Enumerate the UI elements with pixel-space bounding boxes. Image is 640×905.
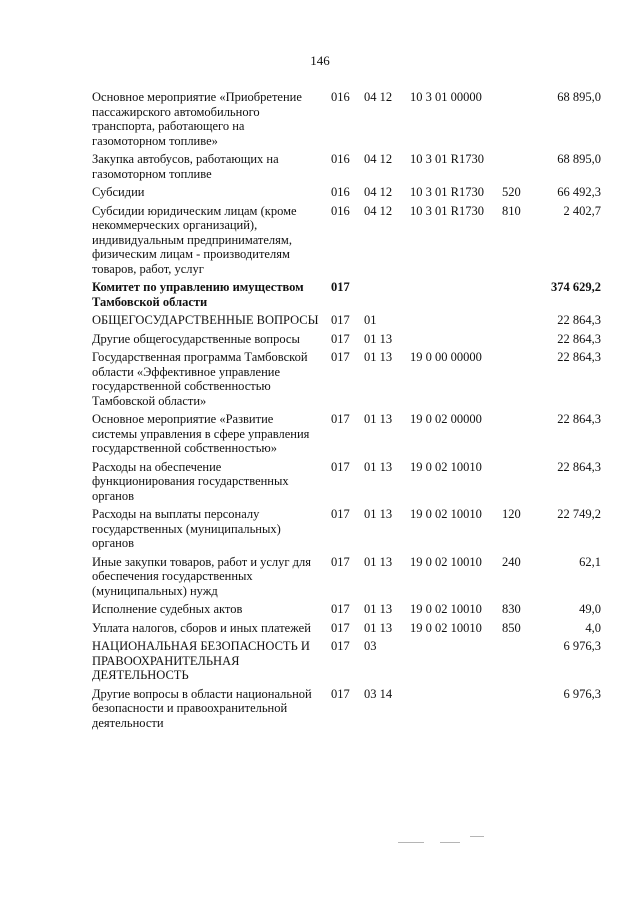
amount: 22 864,3 (557, 331, 601, 346)
section-code: 01 13 (364, 412, 393, 426)
ministry-code: 017 (331, 459, 350, 474)
table-row (0, 313, 640, 328)
section-code: 04 12 (364, 185, 393, 199)
ministry-code: 017 (331, 554, 350, 569)
section-code: 04 12 (364, 152, 393, 166)
table-row (0, 185, 640, 200)
amount: 68 895,0 (557, 152, 601, 166)
row-name: Расходы на обеспечение функционирования государственных органов (92, 459, 289, 503)
table-row-committee (0, 280, 640, 309)
section-code: 01 13 (364, 602, 393, 616)
table-row (0, 621, 640, 636)
amount: 22 749,2 (557, 507, 601, 521)
expense-type-code: 120 (502, 507, 521, 521)
page-number: 146 (310, 53, 330, 68)
section-code: 04 12 (364, 203, 393, 218)
table-row (0, 204, 640, 277)
amount: 68 895,0 (557, 90, 601, 104)
ministry-code: 016 (331, 152, 350, 166)
expense-type-code: 240 (502, 554, 521, 569)
expense-type-code: 520 (502, 185, 521, 199)
row-name: Комитет по управлению имуществом Тамбовской области (92, 280, 304, 309)
table-row (0, 507, 640, 551)
table-row (0, 152, 640, 181)
row-name: НАЦИОНАЛЬНАЯ БЕЗОПАСНОСТЬ И ПРАВООХРАНИТЕЛЬНАЯ ДЕЯТЕЛЬНОСТЬ (92, 639, 310, 682)
table-row (0, 602, 640, 617)
table-row (0, 412, 640, 456)
row-name: Исполнение судебных актов (92, 602, 243, 616)
section-code: 01 13 (364, 459, 393, 474)
ministry-code: 017 (331, 507, 350, 521)
target-code: 19 0 00 00000 (410, 350, 482, 364)
ministry-code: 016 (331, 203, 350, 218)
section-code: 01 (364, 313, 377, 327)
table-row (0, 639, 640, 683)
table-row (0, 332, 640, 347)
row-name: Расходы на выплаты персоналу государственных (муниципальных) органов (92, 507, 281, 550)
amount: 6 976,3 (563, 686, 601, 701)
row-name: Субсидии (92, 185, 145, 199)
amount: 22 864,3 (557, 459, 601, 474)
row-name: Иные закупки товаров, работ и услуг для обеспечения государственных (муниципальных) нужд (92, 554, 312, 598)
ministry-code: 017 (331, 331, 350, 346)
budget-table (0, 90, 640, 734)
section-code: 01 13 (364, 620, 393, 635)
row-name: ОБЩЕГОСУДАРСТВЕННЫЕ ВОПРОСЫ (92, 313, 319, 327)
target-code: 19 0 02 00000 (410, 412, 482, 426)
ministry-code: 017 (331, 602, 350, 616)
amount: 62,1 (579, 554, 601, 569)
table-row (0, 687, 640, 731)
amount: 22 864,3 (557, 313, 601, 327)
expense-type-code: 810 (502, 203, 521, 218)
expense-type-code: 850 (502, 620, 521, 635)
table-row (0, 460, 640, 504)
section-code: 01 13 (364, 554, 393, 569)
row-name: Основное мероприятие «Развитие системы управления в сфере управления государственной собственностью» (92, 412, 310, 455)
table-row (0, 555, 640, 599)
target-code: 10 3 01 R1730 (410, 203, 484, 218)
ministry-code: 016 (331, 90, 350, 104)
table-row (0, 90, 640, 148)
amount: 4,0 (585, 620, 601, 635)
ministry-code: 017 (331, 620, 350, 635)
target-code: 19 0 02 10010 (410, 507, 482, 521)
section-code: 03 (364, 639, 377, 653)
row-name: Другие общегосударственные вопросы (92, 331, 300, 346)
row-name: Основное мероприятие «Приобретение пассажирского автомобильного транспорта, работающего на газомоторном топливе» (92, 90, 302, 148)
row-name: Уплата налогов, сборов и иных платежей (92, 620, 311, 635)
amount: 374 629,2 (551, 280, 601, 294)
amount: 22 864,3 (557, 350, 601, 364)
expense-type-code: 830 (502, 602, 521, 616)
ministry-code: 016 (331, 185, 350, 199)
section-code: 04 12 (364, 90, 393, 104)
scan-artifact (470, 836, 484, 837)
target-code: 19 0 02 10010 (410, 620, 482, 635)
ministry-code: 017 (331, 350, 350, 364)
ministry-code: 017 (331, 412, 350, 426)
amount: 22 864,3 (557, 412, 601, 426)
row-name: Закупка автобусов, работающих на газомоторном топливе (92, 152, 279, 181)
target-code: 19 0 02 10010 (410, 459, 482, 474)
target-code: 10 3 01 00000 (410, 90, 482, 104)
row-name: Субсидии юридическим лицам (кроме некоммерческих организаций), индивидуальным предпринимателям, физическим лицам - производителям товаров, работ, услуг (92, 203, 297, 276)
amount: 66 492,3 (557, 185, 601, 199)
table-row (0, 350, 640, 408)
section-code: 03 14 (364, 686, 393, 701)
ministry-code: 017 (331, 313, 350, 327)
ministry-code: 017 (331, 639, 350, 653)
scan-artifact (398, 842, 424, 843)
ministry-code: 017 (331, 686, 350, 701)
target-code: 19 0 02 10010 (410, 554, 482, 569)
amount: 2 402,7 (563, 203, 601, 218)
section-code: 01 13 (364, 507, 393, 521)
amount: 6 976,3 (563, 639, 601, 653)
row-name: Другие вопросы в области национальной безопасности и правоохранительной деятельности (92, 686, 312, 730)
target-code: 10 3 01 R1730 (410, 185, 484, 199)
section-code: 01 13 (364, 350, 393, 364)
ministry-code: 017 (331, 280, 350, 294)
scan-artifact (440, 842, 460, 843)
target-code: 10 3 01 R1730 (410, 152, 484, 166)
amount: 49,0 (579, 602, 601, 616)
section-code: 01 13 (364, 331, 393, 346)
row-name: Государственная программа Тамбовской области «Эффективное управление государственной собственностью Тамбовской области» (92, 350, 308, 408)
target-code: 19 0 02 10010 (410, 602, 482, 616)
